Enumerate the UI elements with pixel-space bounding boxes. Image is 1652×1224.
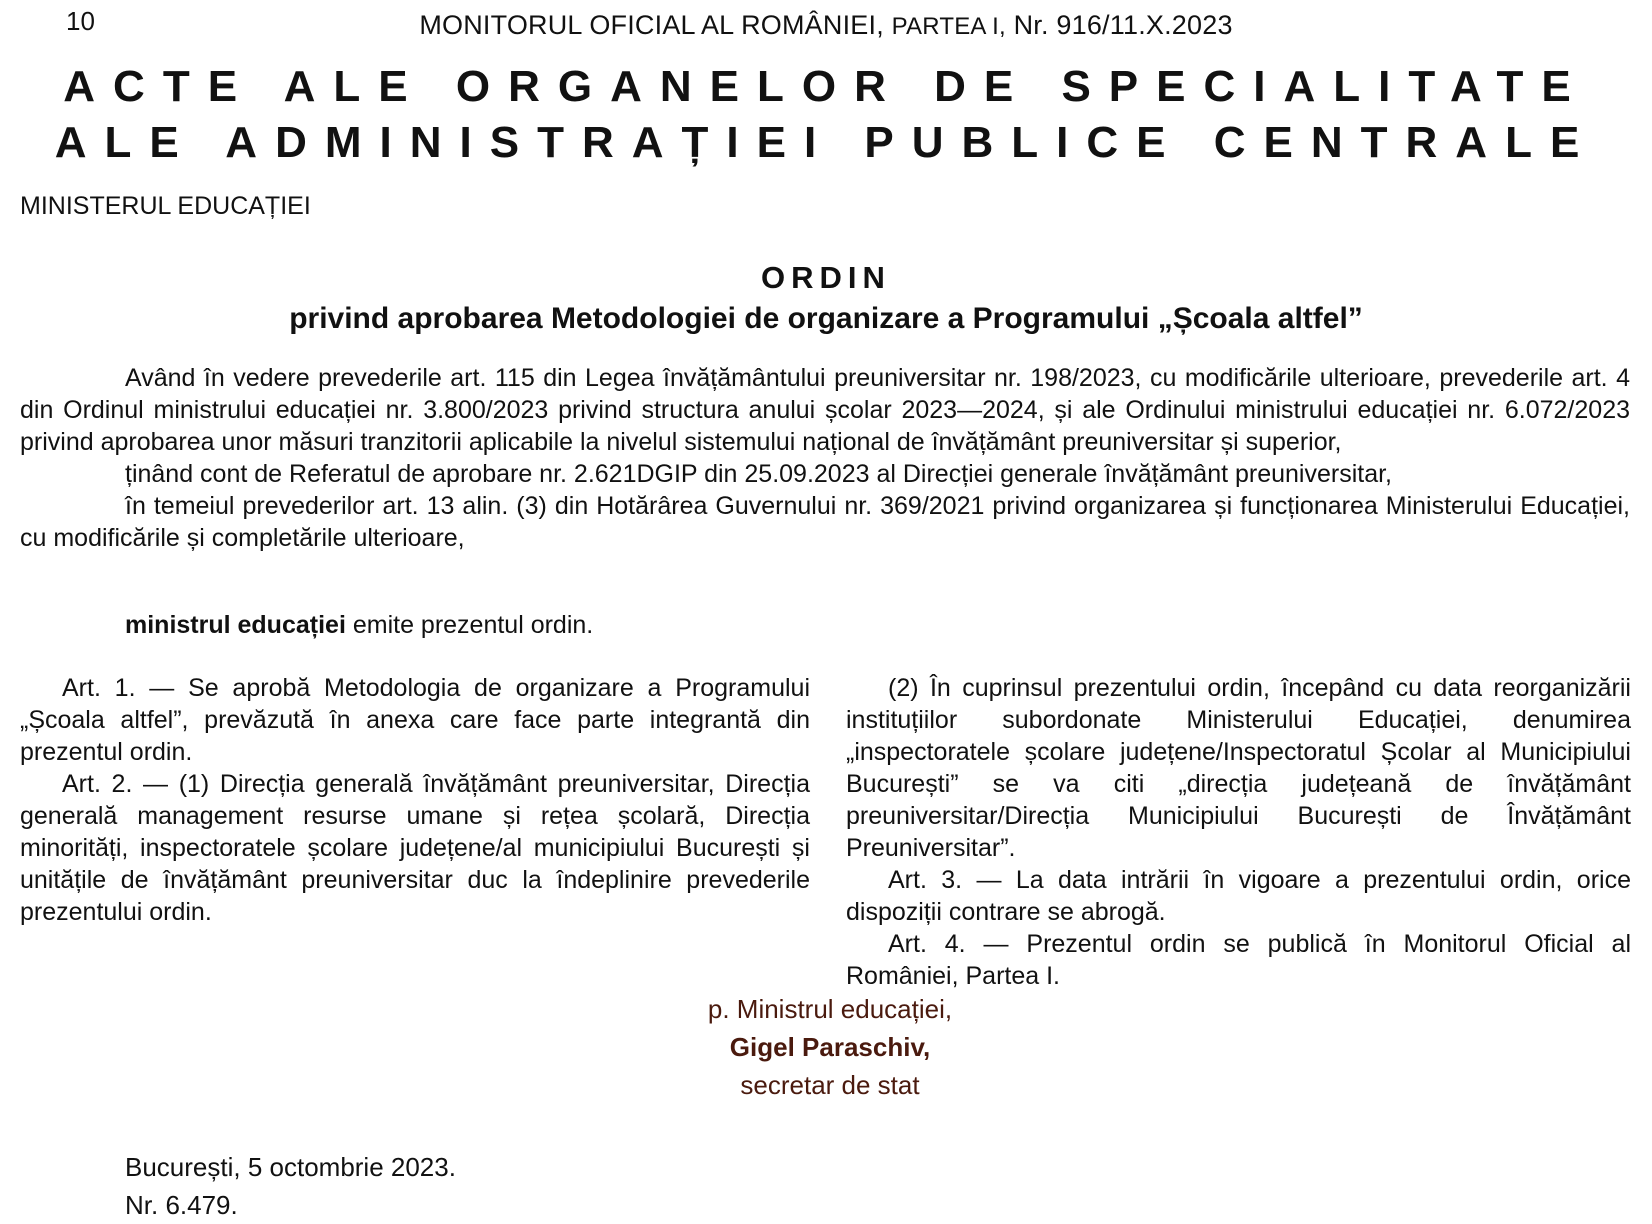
issue-number: Nr. 916/11.X.2023 <box>1013 10 1233 40</box>
articles-right-column <box>846 672 1631 992</box>
preamble-paragraph: ținând cont de Referatul de aprobare nr. 2.621DGIP din 25.09.2023 al Direcției generale învățământ preuniversitar, <box>125 460 1393 488</box>
issuing-clause-text: emite prezentul ordin. <box>345 611 594 639</box>
running-header <box>0 10 1652 41</box>
preamble-paragraph: în temeiul prevederilor art. 13 alin. (3) din Hotărârea Guvernului nr. 369/2021 privind organizarea și funcționarea Ministerului Educației, cu modificările și completările ulterioare, <box>20 492 1630 552</box>
signature-on-behalf: p. Ministrul educației, <box>707 994 953 1024</box>
signature-block <box>612 990 1048 1104</box>
page-number: 10 <box>66 6 95 36</box>
article-paragraph: Art. 3. — La data intrării în vigoare a prezentului ordin, orice dispoziții contrare se abrogă. <box>846 866 1631 926</box>
article-paragraph: Art. 1. — Se aprobă Metodologia de organizare a Programului „Școala altfel”, prevăzută în anexa care face parte integrantă din prezentul ordin. <box>20 674 810 766</box>
section-title-line-2: ALE ADMINISTRAȚIEI PUBLICE CENTRALE <box>54 118 1598 167</box>
preamble <box>20 362 1630 554</box>
signatory-name: Gigel Paraschiv, <box>729 1032 931 1062</box>
article-paragraph: Art. 4. — Prezentul ordin se publică în Monitorul Oficial al României, Partea I. <box>846 930 1631 990</box>
article-paragraph: Art. 2. — (1) Direcția generală învățământ preuniversitar, Direcția generală management resurse umane și rețea școlară, Direcția minorități, inspectoratele școlare județene/al municipiului București și unitățile de învățământ preuniversitar duc la îndeplinire prevederile prezentului ordin. <box>20 770 810 926</box>
signatory-role: secretar de stat <box>740 1070 920 1100</box>
articles-left-column <box>20 672 810 928</box>
order-title: ORDIN <box>761 260 891 295</box>
issuing-clause <box>125 611 593 640</box>
order-subtitle: privind aprobarea Metodologiei de organizare a Programului „Școala altfel” <box>289 302 1363 335</box>
place-and-date-block <box>125 1148 456 1224</box>
preamble-paragraph: Având în vedere prevederile art. 115 din Legea învățământului preuniversitar nr. 198/2023, cu modificările ulterioare, prevederile art. 4 din Ordinul ministrului educației nr. 3.800/2023 privind structura anului școlar 2023—2024, și ale Ordinului ministrului educației nr. 6.072/2023 privind aprobarea unor măsuri tranzitorii aplicabile la nivelul sistemului național de învățământ preuniversitar și superior, <box>20 364 1630 456</box>
issuing-authority: ministrul educației <box>125 611 346 639</box>
issuing-ministry: MINISTERUL EDUCAȚIEI <box>20 192 311 220</box>
section-title-line-1: ACTE ALE ORGANELOR DE SPECIALITATE <box>63 62 1589 111</box>
article-paragraph: (2) În cuprinsul prezentului ordin, începând cu data reorganizării instituțiilor subordonate Ministerului Educației, denumirea „inspectoratele școlare județene/Inspectoratul Școlar al Municipiului București” se va citi „direcția județeană de învățământ preuniversitar/Direcția Municipiului București de Învățământ Preuniversitar”. <box>846 674 1631 862</box>
order-number: Nr. 6.479. <box>125 1190 238 1220</box>
place-date: București, 5 octombrie 2023. <box>125 1152 456 1182</box>
publication-part: PARTEA I, <box>891 13 1006 40</box>
publication-name: MONITORUL OFICIAL AL ROMÂNIEI, <box>419 10 884 40</box>
